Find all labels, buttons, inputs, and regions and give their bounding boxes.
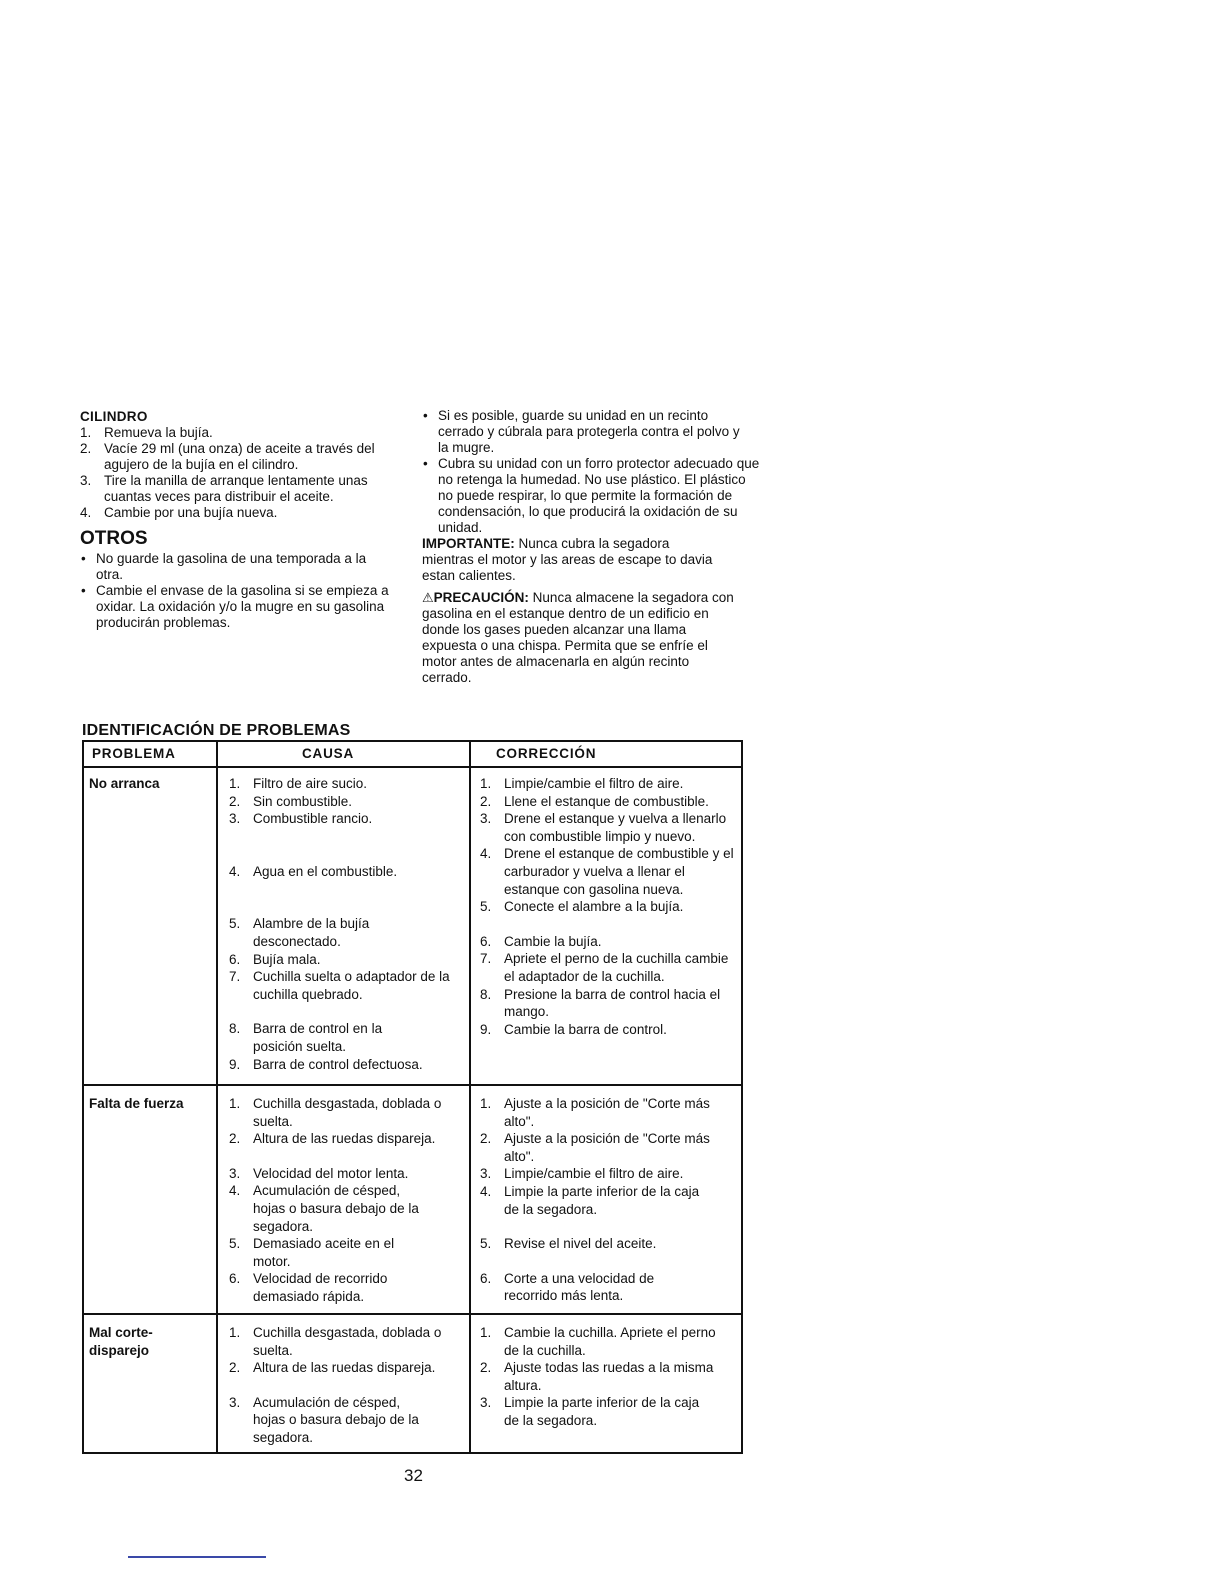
problem-no-arranca: No arranca — [89, 776, 160, 791]
list-item: 3. Combustible rancio. — [229, 811, 373, 827]
caution-label: PRECAUCIÓN: — [433, 590, 529, 605]
list-item: 8. Presione la barra de control hacia el mango. — [480, 986, 721, 1020]
cause-cell — [229, 1095, 463, 1306]
list-item: 5. Conecte el alambre a la bujía. — [480, 899, 684, 915]
list-item: 2. Sin combustible. — [229, 793, 353, 809]
warning-triangle-icon: ⚠ — [422, 590, 434, 605]
important-label: IMPORTANTE: — [422, 536, 515, 551]
list-item: 6. Bujía mala. — [229, 951, 321, 967]
list-item: 9. Barra de control defectuosa. — [229, 1056, 423, 1072]
otros-bullets — [80, 551, 400, 631]
right-column — [422, 408, 760, 686]
list-item: 3. Limpie la parte inferior de la caja de la segadora. — [480, 1395, 700, 1428]
list-item: 3. Tire la manilla de arranque lentamente unas cuantas veces para distribuir el aceite. — [80, 473, 368, 504]
left-column — [80, 409, 400, 631]
list-item: 1. Limpie/cambie el filtro de aire. — [480, 776, 684, 791]
list-item: 2. Altura de las ruedas dispareja. — [229, 1360, 436, 1376]
list-item: 5. Revise el nivel del aceite. — [480, 1236, 657, 1252]
list-item: 4. Cambie por una bujía nueva. — [80, 505, 278, 520]
problem-falta-de-fuerza: Falta de fuerza — [89, 1096, 184, 1111]
list-item: 3. Velocidad del motor lenta. — [229, 1165, 409, 1181]
list-item: 3. Acumulación de césped, hojas o basura debajo de la segadora. — [229, 1394, 419, 1445]
list-item: 2. Vacíe 29 ml (una onza) de aceite a través del agujero de la bujía en el cilindro. — [80, 441, 375, 472]
list-item: • No guarde la gasolina de una temporada a la otra. — [81, 551, 367, 582]
list-item: 5. Demasiado aceite en el motor. — [229, 1236, 395, 1269]
list-item: 1. Cuchilla desgastada, doblada o suelta. — [229, 1325, 442, 1358]
important-text: Nunca cubra la segadora mientras el motor y las areas de escape to davia estan calientes. — [422, 536, 713, 583]
list-item: 6. Velocidad de recorrido demasiado rápida. — [229, 1271, 388, 1304]
caution-note — [422, 590, 737, 686]
otros-heading: OTROS — [80, 528, 148, 549]
list-item: 2. Ajuste a la posición de "Corte más alto". — [480, 1131, 710, 1164]
row-divider — [84, 1084, 741, 1086]
cause-cell — [229, 775, 461, 1073]
cilindro-steps — [80, 425, 400, 521]
list-item: 6. Cambie la bujía. — [480, 933, 602, 949]
page-number: 32 — [404, 1466, 423, 1485]
list-item: 9. Cambie la barra de control. — [480, 1021, 667, 1037]
list-item: 1. Ajuste a la posición de "Corte más alto". — [480, 1096, 710, 1129]
troubleshooting-title: IDENTIFICACIÓN DE PROBLEMAS — [82, 722, 351, 739]
header-divider — [84, 766, 741, 768]
list-item: • Si es posible, guarde su unidad en un recinto cerrado y cúbrala para protegerla contra el polvo y la mugre. — [423, 408, 740, 455]
column-divider — [216, 742, 218, 1452]
list-item: 7. Apriete el perno de la cuchilla cambie el adaptador de la cuchilla. — [480, 951, 729, 984]
list-item: 3. Drene el estanque y vuelva a llenarlo con combustible limpio y nuevo. — [480, 811, 727, 844]
header-correction: CORRECCIÓN — [496, 746, 597, 761]
correction-cell — [480, 1095, 742, 1305]
list-item: • Cubra su unidad con un forro protector adecuado que no retenga la humedad. No use plástico. El plástico no puede respirar, lo que permite la formación de condensación, lo que producirá la oxidación de su unidad. — [423, 456, 760, 535]
caution-text: Nunca almacene la segadora con gasolina en el estanque dentro de un edificio en donde los gases pueden alcanzar una llama expuesta o una chispa. Permita que se enfríe el motor antes de almacenarla en algún recinto cerrado. — [422, 590, 734, 685]
list-item: 3. Limpie/cambie el filtro de aire. — [480, 1166, 684, 1182]
list-item: 8. Barra de control en la posición suelta. — [229, 1021, 383, 1054]
list-item: 4. Agua en el combustible. — [229, 863, 398, 879]
list-item: 7. Cuchilla suelta o adaptador de la cuchilla quebrado. — [229, 969, 450, 1002]
row-divider — [84, 1313, 741, 1315]
list-item: 5. Alambre de la bujía desconectado. — [229, 916, 370, 949]
troubleshooting-table — [82, 740, 743, 1454]
storage-bullets — [422, 408, 760, 536]
correction-cell — [480, 775, 742, 1038]
list-item: 2. Llene el estanque de combustible. — [480, 793, 709, 809]
footer-rule — [128, 1556, 266, 1558]
list-item: • Cambie el envase de la gasolina si se empieza a oxidar. La oxidación y/o la mugre en su gasolina producirán problemas. — [81, 583, 389, 630]
list-item: 4. Limpie la parte inferior de la caja de la segadora. — [480, 1183, 700, 1217]
cause-cell — [229, 1324, 463, 1447]
list-item: 4. Drene el estanque de combustible y el carburador y vuelva a llenar el estanque con gasolina nueva. — [480, 846, 734, 897]
list-item: 2. Ajuste todas las ruedas a la misma altura. — [480, 1360, 714, 1393]
list-item: 1. Cuchilla desgastada, doblada o suelta. — [229, 1096, 442, 1129]
list-item: 1. Filtro de aire sucio. — [229, 776, 368, 791]
list-item: 2. Altura de las ruedas dispareja. — [229, 1131, 436, 1147]
list-item: 6. Corte a una velocidad de recorrido más lenta. — [480, 1270, 655, 1304]
list-item: 4. Acumulación de césped, hojas o basura debajo de la segadora. — [229, 1183, 419, 1234]
cilindro-heading: CILINDRO — [80, 409, 148, 424]
list-item: 1. Cambie la cuchilla. Apriete el perno de la cuchilla. — [480, 1325, 716, 1358]
header-cause: CAUSA — [302, 746, 355, 761]
header-problem: PROBLEMA — [92, 746, 176, 761]
problem-mal-corte-disparejo: Mal corte-disparejo — [89, 1325, 153, 1358]
list-item: 1. Remueva la bujía. — [80, 425, 213, 440]
correction-cell — [480, 1324, 742, 1430]
important-note — [422, 536, 722, 584]
